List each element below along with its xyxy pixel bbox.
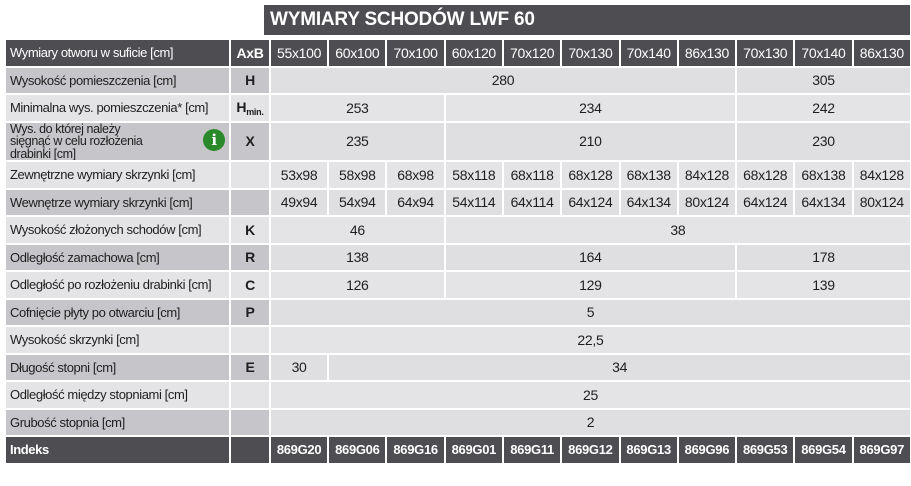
row-label: Wys. do której należy sięgnąć w celu rozłożenia drabinki [cm] <box>10 122 143 160</box>
symbol-main: H <box>236 98 247 115</box>
row-step-thickness <box>6 410 910 436</box>
value-cell: 64x114 <box>504 190 560 216</box>
row-label: Długość stopni [cm] <box>6 355 229 381</box>
size-header: 70x140 <box>795 40 851 66</box>
value-cell: 280 <box>271 68 735 94</box>
row-label: Wewnętrze wymiary skrzynki [cm] <box>6 190 229 216</box>
row-min-room-height <box>6 95 910 121</box>
size-header: 60x120 <box>446 40 502 66</box>
size-header: 70x100 <box>387 40 443 66</box>
value-cell: 230 <box>737 123 910 161</box>
size-header: 70x120 <box>504 40 560 66</box>
value-cell: 46 <box>271 217 444 243</box>
row-symbol <box>231 190 269 216</box>
size-header: 55x100 <box>271 40 327 66</box>
row-symbol: R <box>231 245 269 271</box>
row-label: Zewnętrzne wymiary skrzynki [cm] <box>6 162 229 188</box>
index-code: 869G97 <box>854 437 910 463</box>
value-cell: 253 <box>271 95 444 121</box>
row-step-spacing <box>6 382 910 408</box>
row-label: Cofnięcie płyty po otwarciu [cm] <box>6 300 229 326</box>
value-cell: 80x124 <box>679 190 735 216</box>
value-cell: 68x138 <box>795 162 851 188</box>
row-symbol: C <box>231 272 269 298</box>
row-symbol <box>231 327 269 353</box>
row-room-height <box>6 68 910 94</box>
value-cell: 126 <box>271 272 444 298</box>
info-icon[interactable]: i <box>203 129 225 151</box>
index-code: 869G12 <box>562 437 618 463</box>
value-cell: 68x128 <box>562 162 618 188</box>
size-header: 70x140 <box>621 40 677 66</box>
row-box-height <box>6 327 910 353</box>
row-symbol: K <box>231 217 269 243</box>
value-cell: 80x124 <box>854 190 910 216</box>
value-cell: 34 <box>329 355 910 381</box>
value-cell: 25 <box>271 382 910 408</box>
row-label-cell <box>6 123 229 161</box>
size-header: 86x130 <box>679 40 735 66</box>
index-code: 869G13 <box>621 437 677 463</box>
row-symbol: P <box>231 300 269 326</box>
index-row <box>6 437 910 463</box>
value-cell: 64x134 <box>795 190 851 216</box>
value-cell: 2 <box>271 410 910 436</box>
value-cell: 22,5 <box>271 327 910 353</box>
value-cell: 234 <box>446 95 735 121</box>
size-header: 70x130 <box>562 40 618 66</box>
index-code: 869G01 <box>446 437 502 463</box>
value-cell: 210 <box>446 123 735 161</box>
value-cell: 129 <box>446 272 735 298</box>
row-label: Odległość po rozłożeniu drabinki [cm] <box>6 272 229 298</box>
index-label: Indeks <box>6 437 229 463</box>
row-label: Odległość między stopniami [cm] <box>6 382 229 408</box>
index-code: 869G20 <box>271 437 327 463</box>
header-row <box>6 40 910 66</box>
dimensions-table <box>4 38 911 465</box>
row-label: Minimalna wys. pomieszczenia* [cm] <box>6 95 229 121</box>
row-label: Grubość stopnia [cm] <box>6 410 229 436</box>
row-symbol: H <box>231 68 269 94</box>
value-cell: 64x134 <box>621 190 677 216</box>
value-cell: 49x94 <box>271 190 327 216</box>
row-label: Wysokość skrzynki [cm] <box>6 327 229 353</box>
value-cell: 54x114 <box>446 190 502 216</box>
value-cell: 5 <box>271 300 910 326</box>
value-cell: 68x118 <box>504 162 560 188</box>
value-cell: 235 <box>271 123 444 161</box>
row-symbol <box>231 162 269 188</box>
value-cell: 64x124 <box>562 190 618 216</box>
row-symbol <box>231 95 269 121</box>
index-code: 869G06 <box>329 437 385 463</box>
size-header: 70x130 <box>737 40 793 66</box>
value-cell: 54x94 <box>329 190 385 216</box>
header-symbol: AxB <box>231 40 269 66</box>
value-cell: 68x98 <box>387 162 443 188</box>
value-cell: 64x124 <box>737 190 793 216</box>
value-cell: 139 <box>737 272 910 298</box>
index-code: 869G11 <box>504 437 560 463</box>
index-code: 869G96 <box>679 437 735 463</box>
value-cell: 58x98 <box>329 162 385 188</box>
value-cell: 58x118 <box>446 162 502 188</box>
row-folded-height <box>6 217 910 243</box>
row-reach-height <box>6 123 910 161</box>
row-panel-recess <box>6 300 910 326</box>
value-cell: 68x138 <box>621 162 677 188</box>
value-cell: 164 <box>446 245 735 271</box>
row-step-length <box>6 355 910 381</box>
size-header: 60x100 <box>329 40 385 66</box>
row-inner-box <box>6 190 910 216</box>
value-cell: 305 <box>737 68 910 94</box>
value-cell: 242 <box>737 95 910 121</box>
table-title: WYMIARY SCHODÓW LWF 60 <box>264 5 910 35</box>
index-symbol-empty <box>231 437 269 463</box>
row-label: Wysokość pomieszczenia [cm] <box>6 68 229 94</box>
row-label: Wysokość złożonych schodów [cm] <box>6 217 229 243</box>
row-symbol <box>231 382 269 408</box>
value-cell: 178 <box>737 245 910 271</box>
size-header: 86x130 <box>854 40 910 66</box>
value-cell: 64x94 <box>387 190 443 216</box>
value-cell: 138 <box>271 245 444 271</box>
row-swing-distance <box>6 245 910 271</box>
value-cell: 38 <box>446 217 910 243</box>
index-code: 869G16 <box>387 437 443 463</box>
index-code: 869G53 <box>737 437 793 463</box>
symbol-subscript: min. <box>246 106 264 117</box>
value-cell: 53x98 <box>271 162 327 188</box>
value-cell: 84x128 <box>679 162 735 188</box>
row-symbol: X <box>231 123 269 161</box>
row-symbol: E <box>231 355 269 381</box>
value-cell: 84x128 <box>854 162 910 188</box>
index-code: 869G54 <box>795 437 851 463</box>
header-label: Wymiary otworu w suficie [cm] <box>6 40 229 66</box>
row-label: Odległość zamachowa [cm] <box>6 245 229 271</box>
value-cell: 30 <box>271 355 327 381</box>
row-symbol <box>231 410 269 436</box>
value-cell: 68x128 <box>737 162 793 188</box>
row-unfolded-distance <box>6 272 910 298</box>
row-outer-box <box>6 162 910 188</box>
